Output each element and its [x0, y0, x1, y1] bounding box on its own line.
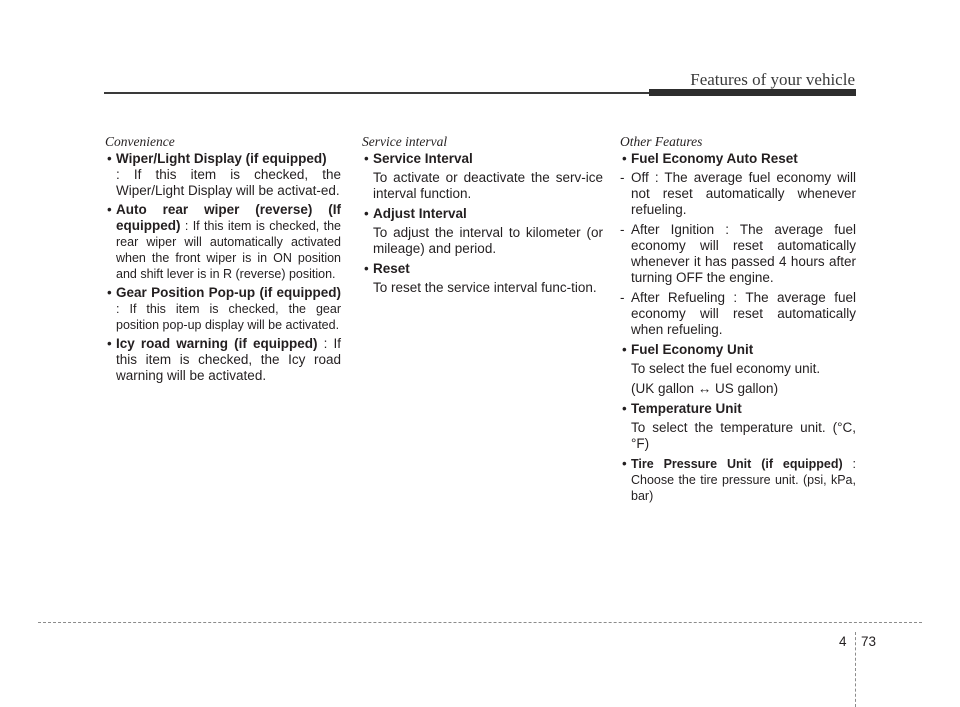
item-description: To select the fuel economy unit. — [631, 361, 821, 376]
list-item — [105, 336, 341, 384]
list-item — [620, 342, 856, 358]
chapter-number: 4 — [839, 634, 847, 649]
bullet-icon: • — [622, 401, 627, 416]
item-label: Icy road warning (if equipped) — [116, 336, 318, 351]
item-label: Service Interval — [373, 151, 473, 166]
item-label: Auto rear wiper (reverse) (If equipped) — [116, 202, 341, 233]
item-label: Fuel Economy Unit — [631, 342, 754, 357]
list-item — [362, 151, 603, 167]
convenience-title: Convenience — [105, 134, 175, 149]
option-item — [620, 170, 856, 218]
bullet-icon: • — [622, 456, 627, 471]
item-description: To adjust the interval to kilometer (or mileage) and period. — [373, 225, 603, 256]
page-number: 73 — [861, 634, 877, 649]
bullet-icon: • — [107, 285, 112, 300]
dash-icon: - — [620, 290, 625, 305]
item-label: Fuel Economy Auto Reset — [631, 151, 798, 166]
list-item — [105, 285, 341, 333]
convenience-column — [105, 134, 341, 387]
item-label: Temperature Unit — [631, 401, 742, 416]
dash-icon: - — [620, 170, 625, 185]
bullet-icon: • — [364, 151, 369, 166]
list-item — [105, 151, 341, 199]
item-label: Adjust Interval — [373, 206, 467, 221]
bullet-icon: • — [107, 202, 112, 217]
item-label: Wiper/Light Display (if equipped) — [116, 151, 327, 166]
list-item — [620, 456, 856, 504]
item-text: : If this item is checked, the rear wiper will automatically activated when the front wiper is in ON position and shift lever is in R (reverse) position. — [116, 219, 341, 281]
item-description: To select the temperature unit. (°C,°F) — [631, 420, 856, 451]
bullet-icon: • — [622, 342, 627, 357]
dash-icon: - — [620, 222, 625, 237]
service-title: Service interval — [362, 134, 448, 149]
item-label: Reset — [373, 261, 410, 276]
item-label: Gear Position Pop-up (if equipped) — [116, 285, 341, 300]
bullet-icon: • — [107, 336, 112, 351]
item-label: Tire Pressure Unit (if equipped) — [631, 457, 843, 471]
item-text: : If this item is checked, the Icy road warning will be activated. — [116, 336, 341, 383]
other-features-title: Other Features — [620, 134, 703, 149]
list-item — [362, 261, 603, 277]
footer-divider — [855, 632, 856, 707]
item-description: To activate or deactivate the serv-ice interval function. — [373, 170, 603, 201]
option-text: After Refueling : The average fuel economy will reset automatically when refueling. — [631, 290, 856, 337]
item-text: : If this item is checked, the Wiper/Light Display will be activat-ed. — [116, 167, 341, 198]
item-text: : If this item is checked, the gear position pop-up display will be activated. — [116, 302, 341, 332]
header-bar — [649, 89, 856, 96]
option-item — [620, 222, 856, 286]
service-column — [362, 134, 603, 300]
header-title: Features of your vehicle — [690, 70, 855, 89]
other-features-column — [620, 134, 856, 507]
list-item — [362, 206, 603, 222]
footer-rule — [38, 622, 922, 623]
bullet-icon: • — [622, 151, 627, 166]
item-text: : Choose the tire pressure unit. (psi, kPa, bar) — [631, 457, 856, 503]
item-description: To reset the service interval func-tion. — [373, 280, 597, 295]
bullet-icon: • — [107, 151, 112, 166]
bullet-icon: • — [364, 206, 369, 221]
list-item — [620, 151, 856, 167]
bullet-icon: • — [364, 261, 369, 276]
item-description: (UK gallon ↔ US gallon) — [631, 381, 779, 396]
option-item — [620, 290, 856, 338]
option-text: After Ignition : The average fuel economy will reset automatically whenever it has passed 4 hours after turning OFF the engine. — [631, 222, 856, 285]
list-item — [620, 401, 856, 417]
list-item — [105, 202, 341, 282]
option-text: Off : The average fuel economy will not reset automatically whenever refueling. — [631, 170, 856, 217]
